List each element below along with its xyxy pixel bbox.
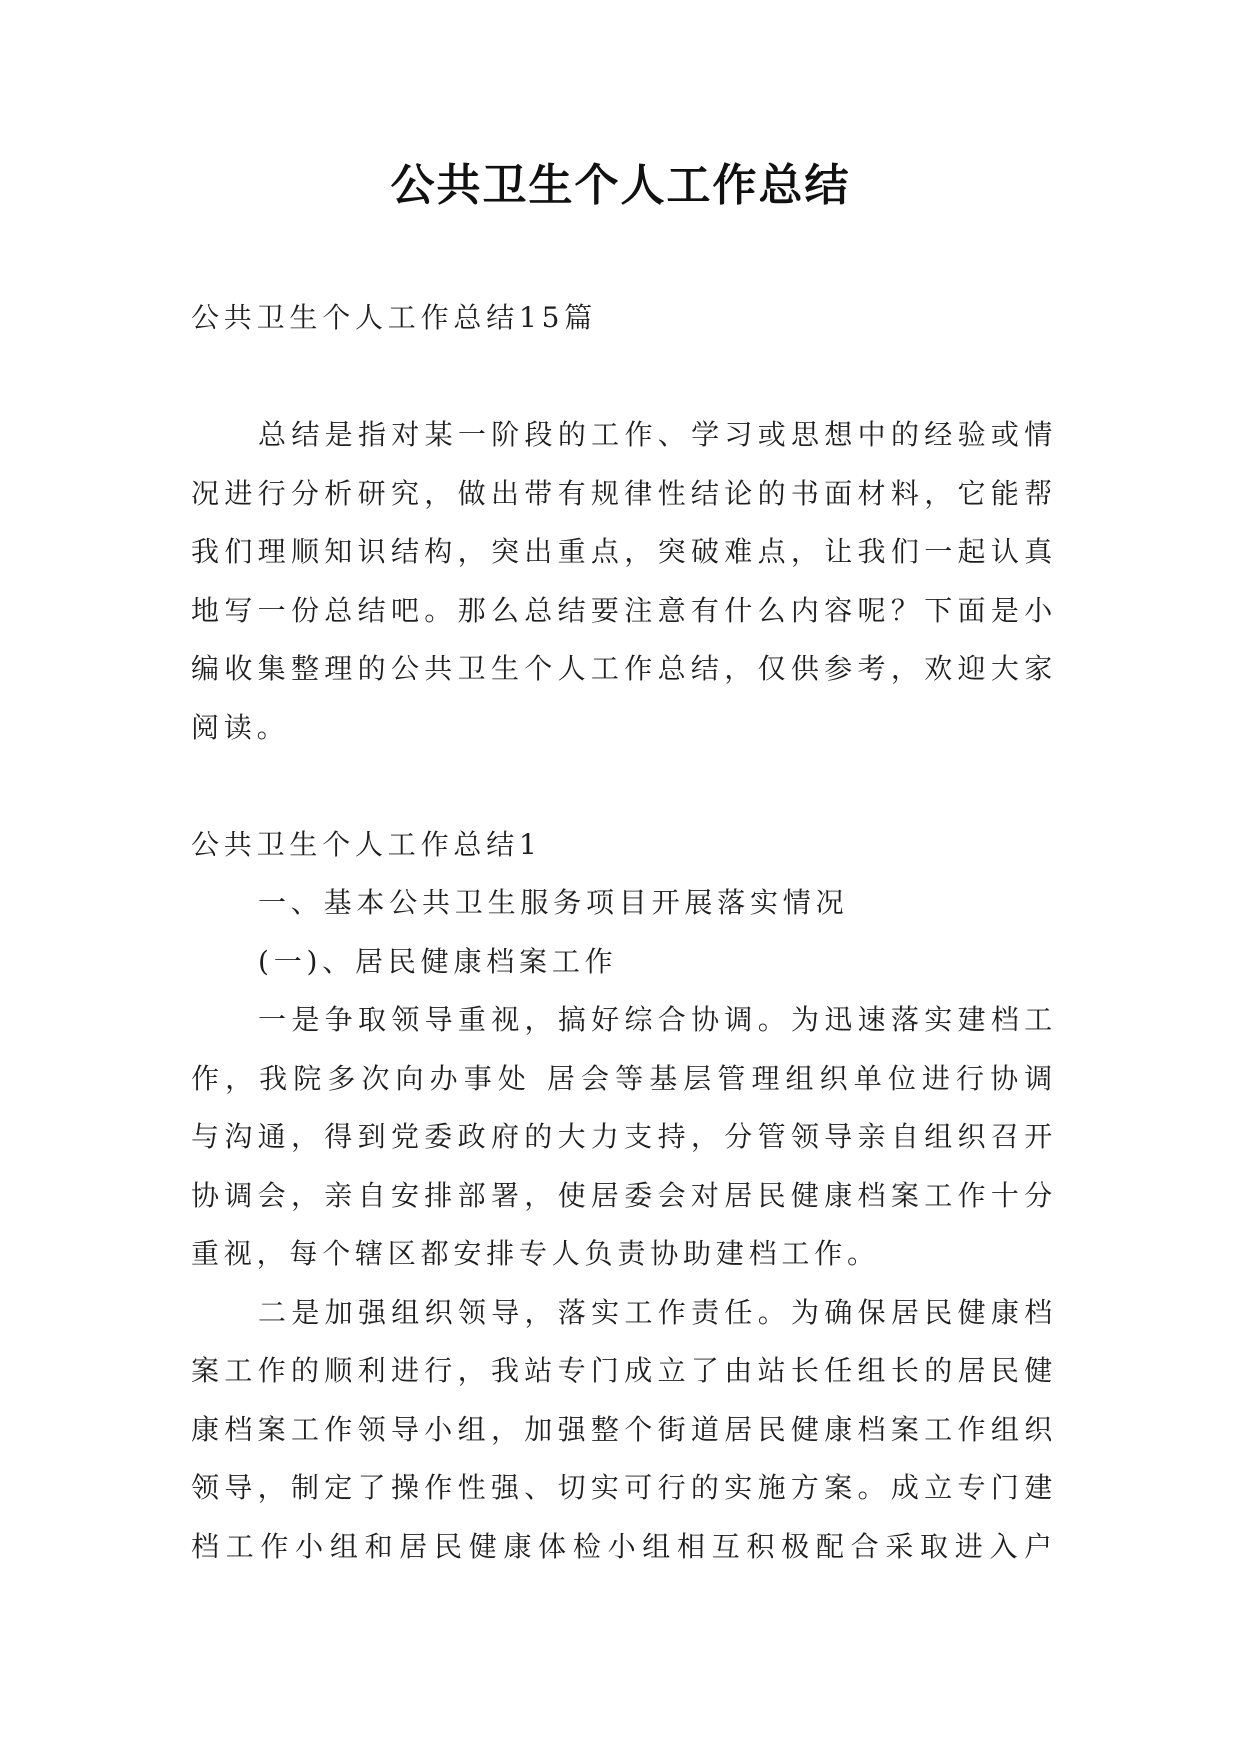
text-line: 案工作的顺利进行，我站专门成立了由站长任组长的居民健 [191,1354,1057,1387]
text-line: 一是争取领导重视，搞好综合协调。为迅速落实建档工 [258,1003,1057,1036]
text-line: 作，我院多次向办事处 居会等基层管理组织单位进行协调 [191,1061,1057,1095]
text-line: 编收集整理的公共卫生个人工作总结，仅供参考，欢迎大家 [191,652,1057,685]
text-line: 况进行分析研究，做出带有规律性结论的书面材料，它能帮 [191,476,1057,510]
text-line: 重视，每个辖区都安排专人负责协助建档工作。 [191,1237,880,1270]
section-subheading: 一、基本公共卫生服务项目开展落实情况 [258,886,849,919]
text-line: 协调会，亲自安排部署，使居委会对居民健康档案工作十分 [191,1178,1057,1212]
text-line: 地写一份总结吧。那么总结要注意有什么内容呢？下面是小 [191,593,1057,627]
intro-paragraph [191,406,1057,757]
text-line: 总结是指对某一阶段的工作、学习或思想中的经验或情 [258,418,1057,451]
text-line: 二是加强组织领导，落实工作责任。为确保居民健康档 [258,1295,1057,1329]
page-title: 公共卫生个人工作总结 [390,160,851,211]
text-line: 领导，制定了操作性强、切实可行的实施方案。成立专门建 [191,1471,1057,1504]
text-line: 康档案工作领导小组，加强整个街道居民健康档案工作组织 [191,1412,1057,1446]
text-line: 档工作小组和居民健康体检小组相互积极配合采取进入户 [191,1529,1057,1563]
text-line: 阅读。 [191,710,290,744]
body-paragraph [191,1284,1057,1577]
text-line: 与沟通，得到党委政府的大力支持，分管领导亲自组织召开 [191,1120,1057,1153]
document-subtitle: 公共卫生个人工作总结15篇 [191,301,598,334]
body-paragraph [191,991,1057,1284]
text-line: 我们理顺知识结构，突出重点，突破难点，让我们一起认真 [191,535,1057,568]
section-heading: 公共卫生个人工作总结1 [191,827,542,861]
section-subheading: (一)、居民健康档案工作 [258,944,618,978]
document-body [191,289,1057,1576]
section-1 [191,816,1057,1577]
